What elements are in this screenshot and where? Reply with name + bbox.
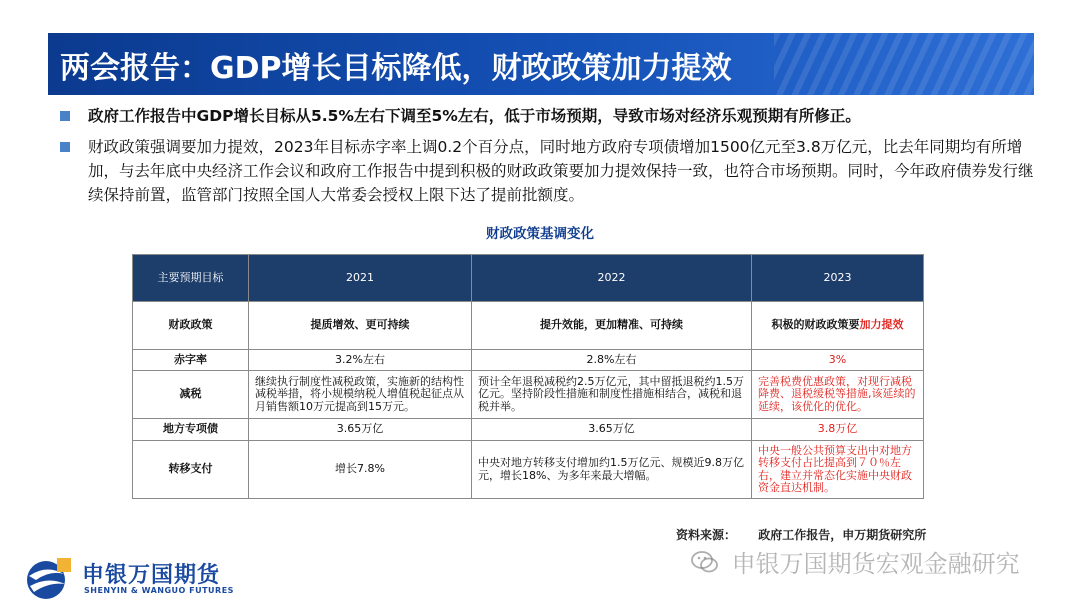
header-cell: 2022 — [472, 255, 752, 302]
source-label: 资料来源： — [676, 528, 737, 542]
row-label: 赤字率 — [133, 350, 249, 371]
table-row — [133, 441, 924, 499]
logo-name-en: SHENYIN & WANGUO FUTURES — [84, 586, 234, 595]
bullet-text: 政府工作报告中GDP增长目标从5.5%左右下调至5%左右，低于市场预期，导致市场对经济乐观预期有所修正。 — [88, 107, 861, 125]
logo-globe-icon — [24, 556, 76, 602]
watermark — [690, 544, 1020, 578]
table-cell: 提升效能，更加精准、可持续 — [472, 302, 752, 350]
bullet-text: 财政政策强调要加力提效，2023年目标赤字率上调0.2个百分点，同时地方政府专项债增加1500亿元至3.8万亿元，比去年同期均有所增加，与去年底中央经济工作会议和政府工作报告中提到积极的财政政策要加力提效保持一致，也符合市场预期。同时，今年政府债券发行继续保持前置，监管部门按照全国人大常委会授权上限下达了提前批额度。 — [88, 138, 1034, 204]
table-cell: 中央一般公共预算支出中对地方转移支付占比提高到７０％左右，建立并常态化实施中央财政资金直达机制。 — [752, 441, 924, 499]
bullet-list — [58, 104, 1038, 214]
header-cell: 2021 — [249, 255, 472, 302]
table-row — [133, 350, 924, 371]
table-cell: 3.65万亿 — [249, 419, 472, 441]
table-cell — [752, 302, 924, 350]
title-banner — [48, 33, 1034, 95]
square-bullet-icon — [60, 111, 70, 121]
table-header-row — [133, 255, 924, 302]
row-label: 财政政策 — [133, 302, 249, 350]
table-cell: 3% — [752, 350, 924, 371]
banner-stripes — [774, 33, 1034, 95]
table-row — [133, 419, 924, 441]
bullet-item — [58, 104, 1038, 128]
table-cell: 3.65万亿 — [472, 419, 752, 441]
fiscal-policy-table — [132, 254, 924, 499]
row-label: 转移支付 — [133, 441, 249, 499]
table-cell: 中央对地方转移支付增加约1.5万亿元、规模近9.8万亿元，增长18%、为多年来最大增幅。 — [472, 441, 752, 499]
table-cell: 增长7.8% — [249, 441, 472, 499]
table-cell: 完善税费优惠政策，对现行减税降费、退税缓税等措施,该延续的延续，该优化的优化。 — [752, 371, 924, 419]
source-value: 政府工作报告，申万期货研究所 — [758, 528, 927, 542]
header-cell: 主要预期目标 — [133, 255, 249, 302]
table-cell: 预计全年退税减税约2.5万亿元，其中留抵退税约1.5万亿元。坚持阶段性措施和制度性措施相结合，减税和退税并举。 — [472, 371, 752, 419]
wechat-icon — [690, 547, 720, 577]
table-row — [133, 371, 924, 419]
table-cell: 继续执行制度性减税政策，实施新的结构性减税举措，将小规模纳税人增值税起征点从月销售额10万元提高到15万元。 — [249, 371, 472, 419]
table-row — [133, 302, 924, 350]
square-bullet-icon — [60, 142, 70, 152]
table-caption: 财政政策基调变化 — [486, 226, 594, 242]
page-title: 两会报告：GDP增长目标降低，财政政策加力提效 — [60, 51, 732, 86]
logo-name-cn: 申银万国期货 — [82, 563, 221, 588]
company-logo — [24, 556, 234, 602]
row-label: 减税 — [133, 371, 249, 419]
table-cell: 3.8万亿 — [752, 419, 924, 441]
row-label: 地方专项债 — [133, 419, 249, 441]
table-cell: 2.8%左右 — [472, 350, 752, 371]
table-cell: 提质增效、更可持续 — [249, 302, 472, 350]
cell-highlight-text: 加力提效 — [859, 318, 904, 332]
header-cell: 2023 — [752, 255, 924, 302]
watermark-text: 申银万国期货宏观金融研究 — [731, 550, 1020, 578]
cell-text: 积极的财政政策要 — [771, 318, 860, 332]
source-note — [676, 526, 926, 543]
bullet-item — [58, 135, 1038, 207]
table-cell: 3.2%左右 — [249, 350, 472, 371]
